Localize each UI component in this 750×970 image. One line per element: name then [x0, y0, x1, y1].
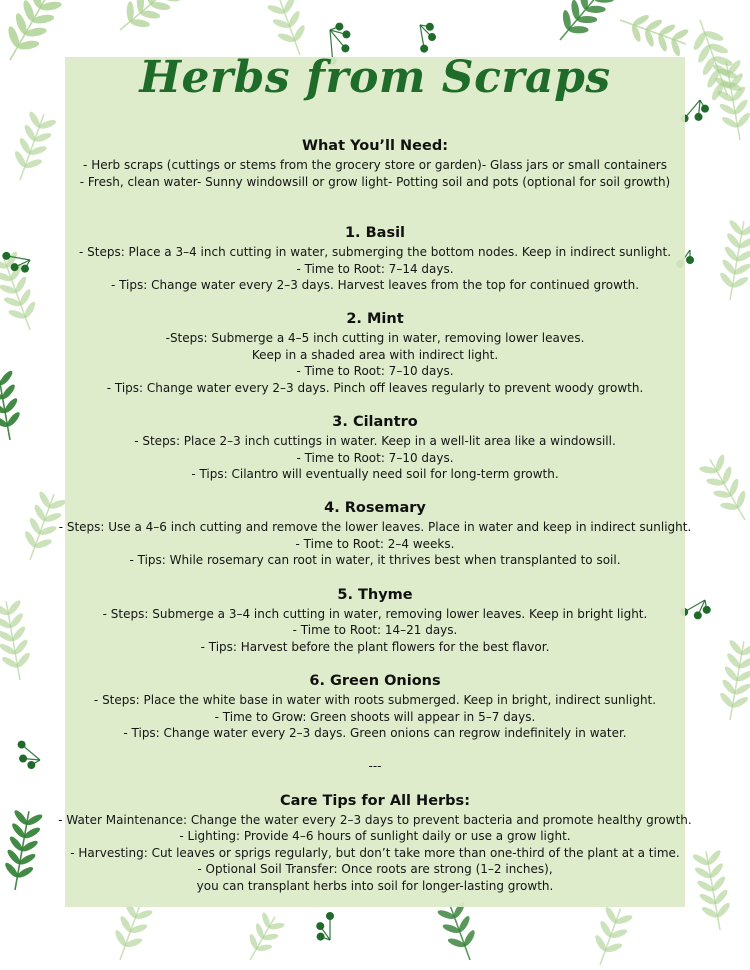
herb-heading-cilantro: 3. Cilantro: [332, 414, 418, 430]
divider: ---: [368, 759, 382, 773]
needs-line: - Fresh, clean water- Sunny windowsill or grow light- Potting soil and pots (optional for soil growth): [79, 175, 671, 189]
herb-line: - Tips: Cilantro will eventually need soil for long-term growth.: [191, 467, 559, 481]
needs-line: - Herb scraps (cuttings or stems from the grocery store or garden)- Glass jars or small containers: [83, 158, 667, 172]
care-line: - Lighting: Provide 4–6 hours of sunlight daily or use a grow light.: [179, 829, 571, 843]
herb-line: - Tips: Change water every 2–3 days. Green onions can regrow indefinitely in water.: [123, 726, 627, 740]
care-heading: Care Tips for All Herbs:: [280, 793, 470, 809]
herb-line: - Steps: Use a 4–6 inch cutting and remove the lower leaves. Place in water and keep in indirect sunlight.: [58, 520, 692, 534]
herb-line: -Steps: Submerge a 4–5 inch cutting in water, removing lower leaves.: [165, 331, 585, 345]
care-line: - Optional Soil Transfer: Once roots are strong (1–2 inches),: [197, 862, 553, 876]
herb-heading-green-onions: 6. Green Onions: [309, 673, 441, 689]
herb-line: - Steps: Place a 3–4 inch cutting in water, submerging the bottom nodes. Keep in indirect sunlight.: [78, 245, 672, 259]
herb-line: - Time to Root: 14–21 days.: [292, 623, 458, 637]
needs-heading: What You’ll Need:: [301, 138, 448, 154]
herb-line: Keep in a shaded area with indirect light.: [251, 348, 499, 362]
herb-line: - Steps: Submerge a 3–4 inch cutting in water, removing lower leaves. Keep in bright light.: [102, 607, 648, 621]
herb-line: - Tips: While rosemary can root in water, it thrives best when transplanted to soil.: [129, 553, 621, 567]
herb-line: - Tips: Harvest before the plant flowers for the best flavor.: [200, 640, 550, 654]
herb-line: - Time to Grow: Green shoots will appear in 5–7 days.: [214, 710, 536, 724]
herb-heading-mint: 2. Mint: [346, 311, 404, 327]
herb-heading-basil: 1. Basil: [344, 225, 406, 241]
herb-line: - Time to Root: 7–10 days.: [296, 451, 454, 465]
herb-line: - Time to Root: 7–10 days.: [296, 364, 454, 378]
herb-line: - Time to Root: 7–14 days.: [296, 262, 454, 276]
herb-line: - Time to Root: 2–4 weeks.: [295, 537, 455, 551]
care-line: - Harvesting: Cut leaves or sprigs regularly, but don’t take more than one-third of the plant at a time.: [70, 846, 680, 860]
herb-line: - Steps: Place the white base in water with roots submerged. Keep in bright, indirect sunlight.: [93, 693, 657, 707]
page-title: Herbs from Scraps: [139, 52, 611, 103]
herb-line: - Tips: Change water every 2–3 days. Harvest leaves from the top for continued growth.: [110, 278, 640, 292]
herb-line: - Steps: Place 2–3 inch cuttings in water. Keep in a well-lit area like a windowsill.: [134, 434, 616, 448]
care-line: you can transplant herbs into soil for longer-lasting growth.: [196, 879, 554, 893]
herb-heading-thyme: 5. Thyme: [337, 587, 413, 603]
herb-heading-rosemary: 4. Rosemary: [324, 500, 426, 516]
care-line: - Water Maintenance: Change the water every 2–3 days to prevent bacteria and promote healthy growth.: [58, 813, 692, 827]
herb-line: - Tips: Change water every 2–3 days. Pinch off leaves regularly to prevent woody growth.: [106, 381, 644, 395]
